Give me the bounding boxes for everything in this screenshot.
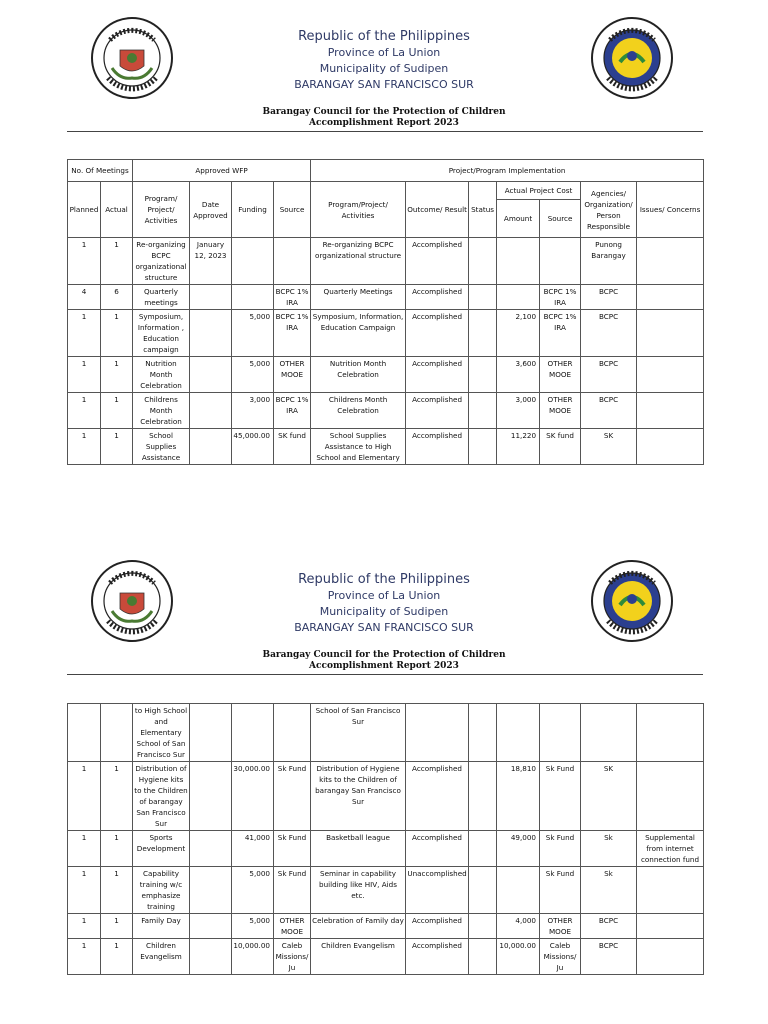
- cell-planned: 1: [68, 357, 101, 393]
- accomplishment-table-page-1: [67, 159, 704, 465]
- cell-cost-source: SK fund: [540, 429, 581, 465]
- cell-amount: 11,220: [497, 429, 540, 465]
- cell-agency: BCPC: [581, 393, 637, 429]
- cell-impl-program: Nutrition Month Celebration: [311, 357, 406, 393]
- cell-actual: 1: [101, 238, 133, 285]
- cell-status: [469, 704, 497, 762]
- cell-planned: 1: [68, 939, 101, 975]
- cell-cost-source: OTHER MOOE: [540, 393, 581, 429]
- cell-program: Sports Development: [133, 831, 190, 867]
- table-row: [68, 704, 704, 762]
- header-planned: Planned: [68, 182, 101, 238]
- cell-date-approved: [190, 867, 232, 914]
- cell-agency: BCPC: [581, 914, 637, 939]
- cell-cost-source: OTHER MOOE: [540, 914, 581, 939]
- cell-actual: 1: [101, 762, 133, 831]
- cell-outcome: [406, 704, 469, 762]
- cell-issues: [637, 429, 704, 465]
- cell-program: Symposium, Information , Education campaign: [133, 310, 190, 357]
- cell-issues: [637, 762, 704, 831]
- cell-impl-program: Re-organizing BCPC organizational structure: [311, 238, 406, 285]
- cell-source: Sk Fund: [274, 867, 311, 914]
- cell-agency: [581, 704, 637, 762]
- table-row: [68, 238, 704, 285]
- header-program: Program/ Project/ Activities: [133, 182, 190, 238]
- cell-cost-source: Sk Fund: [540, 831, 581, 867]
- cell-issues: [637, 285, 704, 310]
- cell-issues: [637, 939, 704, 975]
- cell-funding: 41,000: [232, 831, 274, 867]
- cell-actual: 1: [101, 429, 133, 465]
- cell-funding: 10,000.00: [232, 939, 274, 975]
- province-line: Province of La Union: [327, 589, 441, 602]
- header-agencies: Agencies/ Organization/ Person Responsible: [581, 182, 637, 238]
- cell-issues: [637, 914, 704, 939]
- header-amount: Amount: [497, 200, 540, 238]
- cell-source: OTHER MOOE: [274, 914, 311, 939]
- cell-status: [469, 357, 497, 393]
- cell-source: [274, 704, 311, 762]
- cell-program: Capability training w/c emphasize training: [133, 867, 190, 914]
- cell-status: [469, 939, 497, 975]
- table-row: [68, 939, 704, 975]
- cell-program: Nutrition Month Celebration: [133, 357, 190, 393]
- cell-funding: 5,000: [232, 867, 274, 914]
- cell-amount: [497, 238, 540, 285]
- cell-agency: Sk: [581, 867, 637, 914]
- cell-date-approved: [190, 939, 232, 975]
- cell-funding: [232, 285, 274, 310]
- cell-cost-source: Sk Fund: [540, 762, 581, 831]
- report-title-line2: Accomplishment Report 2023: [309, 661, 459, 671]
- cell-agency: Sk: [581, 831, 637, 867]
- cell-issues: [637, 867, 704, 914]
- header-no-of-meetings: No. Of Meetings: [68, 160, 133, 182]
- cell-outcome: Unaccomplished: [406, 867, 469, 914]
- cell-impl-program: Celebration of Family day: [311, 914, 406, 939]
- cell-impl-program: Distribution of Hygiene kits to the Children of barangay San Francisco Sur: [311, 762, 406, 831]
- cell-outcome: Accomplished: [406, 310, 469, 357]
- cell-actual: 1: [101, 914, 133, 939]
- cell-actual: [101, 704, 133, 762]
- cell-status: [469, 831, 497, 867]
- cell-status: [469, 393, 497, 429]
- republic-line: Republic of the Philippines: [298, 572, 470, 587]
- cell-outcome: Accomplished: [406, 285, 469, 310]
- cell-status: [469, 238, 497, 285]
- cell-impl-program: School of San Francisco Sur: [311, 704, 406, 762]
- cell-planned: 1: [68, 238, 101, 285]
- cell-program: Children Evangelism: [133, 939, 190, 975]
- cell-issues: [637, 704, 704, 762]
- cell-issues: [637, 310, 704, 357]
- cell-planned: 1: [68, 762, 101, 831]
- cell-planned: 1: [68, 393, 101, 429]
- table-row: [68, 393, 704, 429]
- cell-date-approved: [190, 914, 232, 939]
- cell-program: Re-organizing BCPC organizational structure: [133, 238, 190, 285]
- cell-planned: 1: [68, 914, 101, 939]
- cell-funding: [232, 238, 274, 285]
- cell-cost-source: [540, 704, 581, 762]
- cell-agency: BCPC: [581, 357, 637, 393]
- cell-actual: 1: [101, 357, 133, 393]
- header-outcome: Outcome/ Result: [406, 182, 469, 238]
- header-source: Source: [274, 182, 311, 238]
- cell-outcome: Accomplished: [406, 393, 469, 429]
- header-actual: Actual: [101, 182, 133, 238]
- cell-cost-source: Caleb Missions/ Ju: [540, 939, 581, 975]
- cell-outcome: Accomplished: [406, 357, 469, 393]
- table-row: [68, 429, 704, 465]
- cell-amount: [497, 285, 540, 310]
- cell-issues: [637, 238, 704, 285]
- cell-amount: 3,000: [497, 393, 540, 429]
- cell-status: [469, 867, 497, 914]
- cell-program: Distribution of Hygiene kits to the Children of barangay San Francisco Sur: [133, 762, 190, 831]
- cell-source: SK fund: [274, 429, 311, 465]
- cell-source: BCPC 1% IRA: [274, 310, 311, 357]
- cell-actual: 1: [101, 867, 133, 914]
- cell-impl-program: Basketball league: [311, 831, 406, 867]
- cell-impl-program: School Supplies Assistance to High School and Elementary: [311, 429, 406, 465]
- cell-status: [469, 914, 497, 939]
- cell-date-approved: [190, 285, 232, 310]
- cell-agency: Punong Barangay: [581, 238, 637, 285]
- table-row: [68, 762, 704, 831]
- cell-date-approved: [190, 762, 232, 831]
- cell-outcome: Accomplished: [406, 939, 469, 975]
- cell-actual: 6: [101, 285, 133, 310]
- cell-cost-source: BCPC 1% IRA: [540, 310, 581, 357]
- cell-cost-source: OTHER MOOE: [540, 357, 581, 393]
- cell-impl-program: Childrens Month Celebration: [311, 393, 406, 429]
- report-title: [0, 107, 768, 129]
- table-row: [68, 914, 704, 939]
- cell-amount: 18,810: [497, 762, 540, 831]
- cell-status: [469, 285, 497, 310]
- cell-impl-program: Quarterly Meetings: [311, 285, 406, 310]
- cell-actual: 1: [101, 939, 133, 975]
- cell-actual: 1: [101, 310, 133, 357]
- cell-cost-source: Sk Fund: [540, 867, 581, 914]
- cell-amount: 49,000: [497, 831, 540, 867]
- cell-amount: [497, 704, 540, 762]
- cell-source: Sk Fund: [274, 762, 311, 831]
- cell-amount: 10,000.00: [497, 939, 540, 975]
- cell-funding: 5,000: [232, 914, 274, 939]
- republic-line: Republic of the Philippines: [298, 29, 470, 44]
- cell-status: [469, 762, 497, 831]
- report-title: [0, 650, 768, 672]
- barangay-line: BARANGAY SAN FRANCISCO SUR: [294, 621, 474, 634]
- cell-planned: 1: [68, 310, 101, 357]
- title-underline: [67, 131, 703, 132]
- cell-funding: 30,000.00: [232, 762, 274, 831]
- table-row: [68, 357, 704, 393]
- cell-agency: BCPC: [581, 310, 637, 357]
- report-title-line2: Accomplishment Report 2023: [309, 118, 459, 128]
- cell-program: Family Day: [133, 914, 190, 939]
- header-impl-program: Program/Project/ Activities: [311, 182, 406, 238]
- municipal-seal-icon: [590, 559, 674, 643]
- header-date-approved: Date Approved: [190, 182, 232, 238]
- cell-agency: BCPC: [581, 939, 637, 975]
- cell-date-approved: [190, 393, 232, 429]
- cell-date-approved: January 12, 2023: [190, 238, 232, 285]
- province-line: Province of La Union: [327, 46, 441, 59]
- cell-date-approved: [190, 357, 232, 393]
- header-cost-source: Source: [540, 200, 581, 238]
- municipality-line: Municipality of Sudipen: [319, 62, 449, 75]
- cell-program: School Supplies Assistance: [133, 429, 190, 465]
- table-row: [68, 310, 704, 357]
- cell-planned: 1: [68, 429, 101, 465]
- cell-impl-program: Children Evangelism: [311, 939, 406, 975]
- cell-outcome: Accomplished: [406, 238, 469, 285]
- cell-planned: 1: [68, 867, 101, 914]
- cell-actual: 1: [101, 831, 133, 867]
- cell-issues: Supplemental from internet connection fund: [637, 831, 704, 867]
- cell-source: Caleb Missions/ Ju: [274, 939, 311, 975]
- cell-amount: 3,600: [497, 357, 540, 393]
- cell-funding: 45,000.00: [232, 429, 274, 465]
- cell-date-approved: [190, 429, 232, 465]
- cell-funding: 3,000: [232, 393, 274, 429]
- cell-source: BCPC 1% IRA: [274, 285, 311, 310]
- cell-source: Sk Fund: [274, 831, 311, 867]
- cell-date-approved: [190, 704, 232, 762]
- cell-source: [274, 238, 311, 285]
- cell-program: Quarterly meetings: [133, 285, 190, 310]
- cell-actual: 1: [101, 393, 133, 429]
- cell-source: BCPC 1% IRA: [274, 393, 311, 429]
- cell-amount: 2,100: [497, 310, 540, 357]
- report-title-line1: Barangay Council for the Protection of Children: [262, 650, 506, 660]
- cell-funding: 5,000: [232, 310, 274, 357]
- cell-outcome: Accomplished: [406, 831, 469, 867]
- cell-agency: SK: [581, 762, 637, 831]
- cell-program: Childrens Month Celebration: [133, 393, 190, 429]
- cell-agency: SK: [581, 429, 637, 465]
- table-row: [68, 867, 704, 914]
- report-title-line1: Barangay Council for the Protection of Children: [262, 107, 506, 117]
- accomplishment-table-page-2: [67, 703, 704, 975]
- barangay-line: BARANGAY SAN FRANCISCO SUR: [294, 78, 474, 91]
- cell-issues: [637, 357, 704, 393]
- title-underline: [67, 674, 703, 675]
- table-row: [68, 831, 704, 867]
- cell-status: [469, 310, 497, 357]
- cell-planned: 4: [68, 285, 101, 310]
- cell-cost-source: [540, 238, 581, 285]
- cell-impl-program: Seminar in capability building like HIV, Aids etc.: [311, 867, 406, 914]
- cell-source: OTHER MOOE: [274, 357, 311, 393]
- table-row: [68, 285, 704, 310]
- header-implementation: Project/Program Implementation: [311, 160, 704, 182]
- cell-outcome: Accomplished: [406, 429, 469, 465]
- municipal-seal-icon: [590, 16, 674, 100]
- municipality-line: Municipality of Sudipen: [319, 605, 449, 618]
- cell-outcome: Accomplished: [406, 762, 469, 831]
- cell-planned: [68, 704, 101, 762]
- cell-amount: [497, 867, 540, 914]
- cell-outcome: Accomplished: [406, 914, 469, 939]
- cell-impl-program: Symposium, Information, Education Campaign: [311, 310, 406, 357]
- cell-cost-source: BCPC 1% IRA: [540, 285, 581, 310]
- cell-planned: 1: [68, 831, 101, 867]
- cell-issues: [637, 393, 704, 429]
- cell-funding: 5,000: [232, 357, 274, 393]
- cell-amount: 4,000: [497, 914, 540, 939]
- header-issues: Issues/ Concerns: [637, 182, 704, 238]
- header-status: Status: [469, 182, 497, 238]
- cell-agency: BCPC: [581, 285, 637, 310]
- header-approved-wfp: Approved WFP: [133, 160, 311, 182]
- cell-date-approved: [190, 831, 232, 867]
- cell-funding: [232, 704, 274, 762]
- cell-status: [469, 429, 497, 465]
- cell-date-approved: [190, 310, 232, 357]
- header-actual-cost: Actual Project Cost: [497, 182, 581, 200]
- header-funding: Funding: [232, 182, 274, 238]
- cell-program: to High School and Elementary School of San Francisco Sur: [133, 704, 190, 762]
